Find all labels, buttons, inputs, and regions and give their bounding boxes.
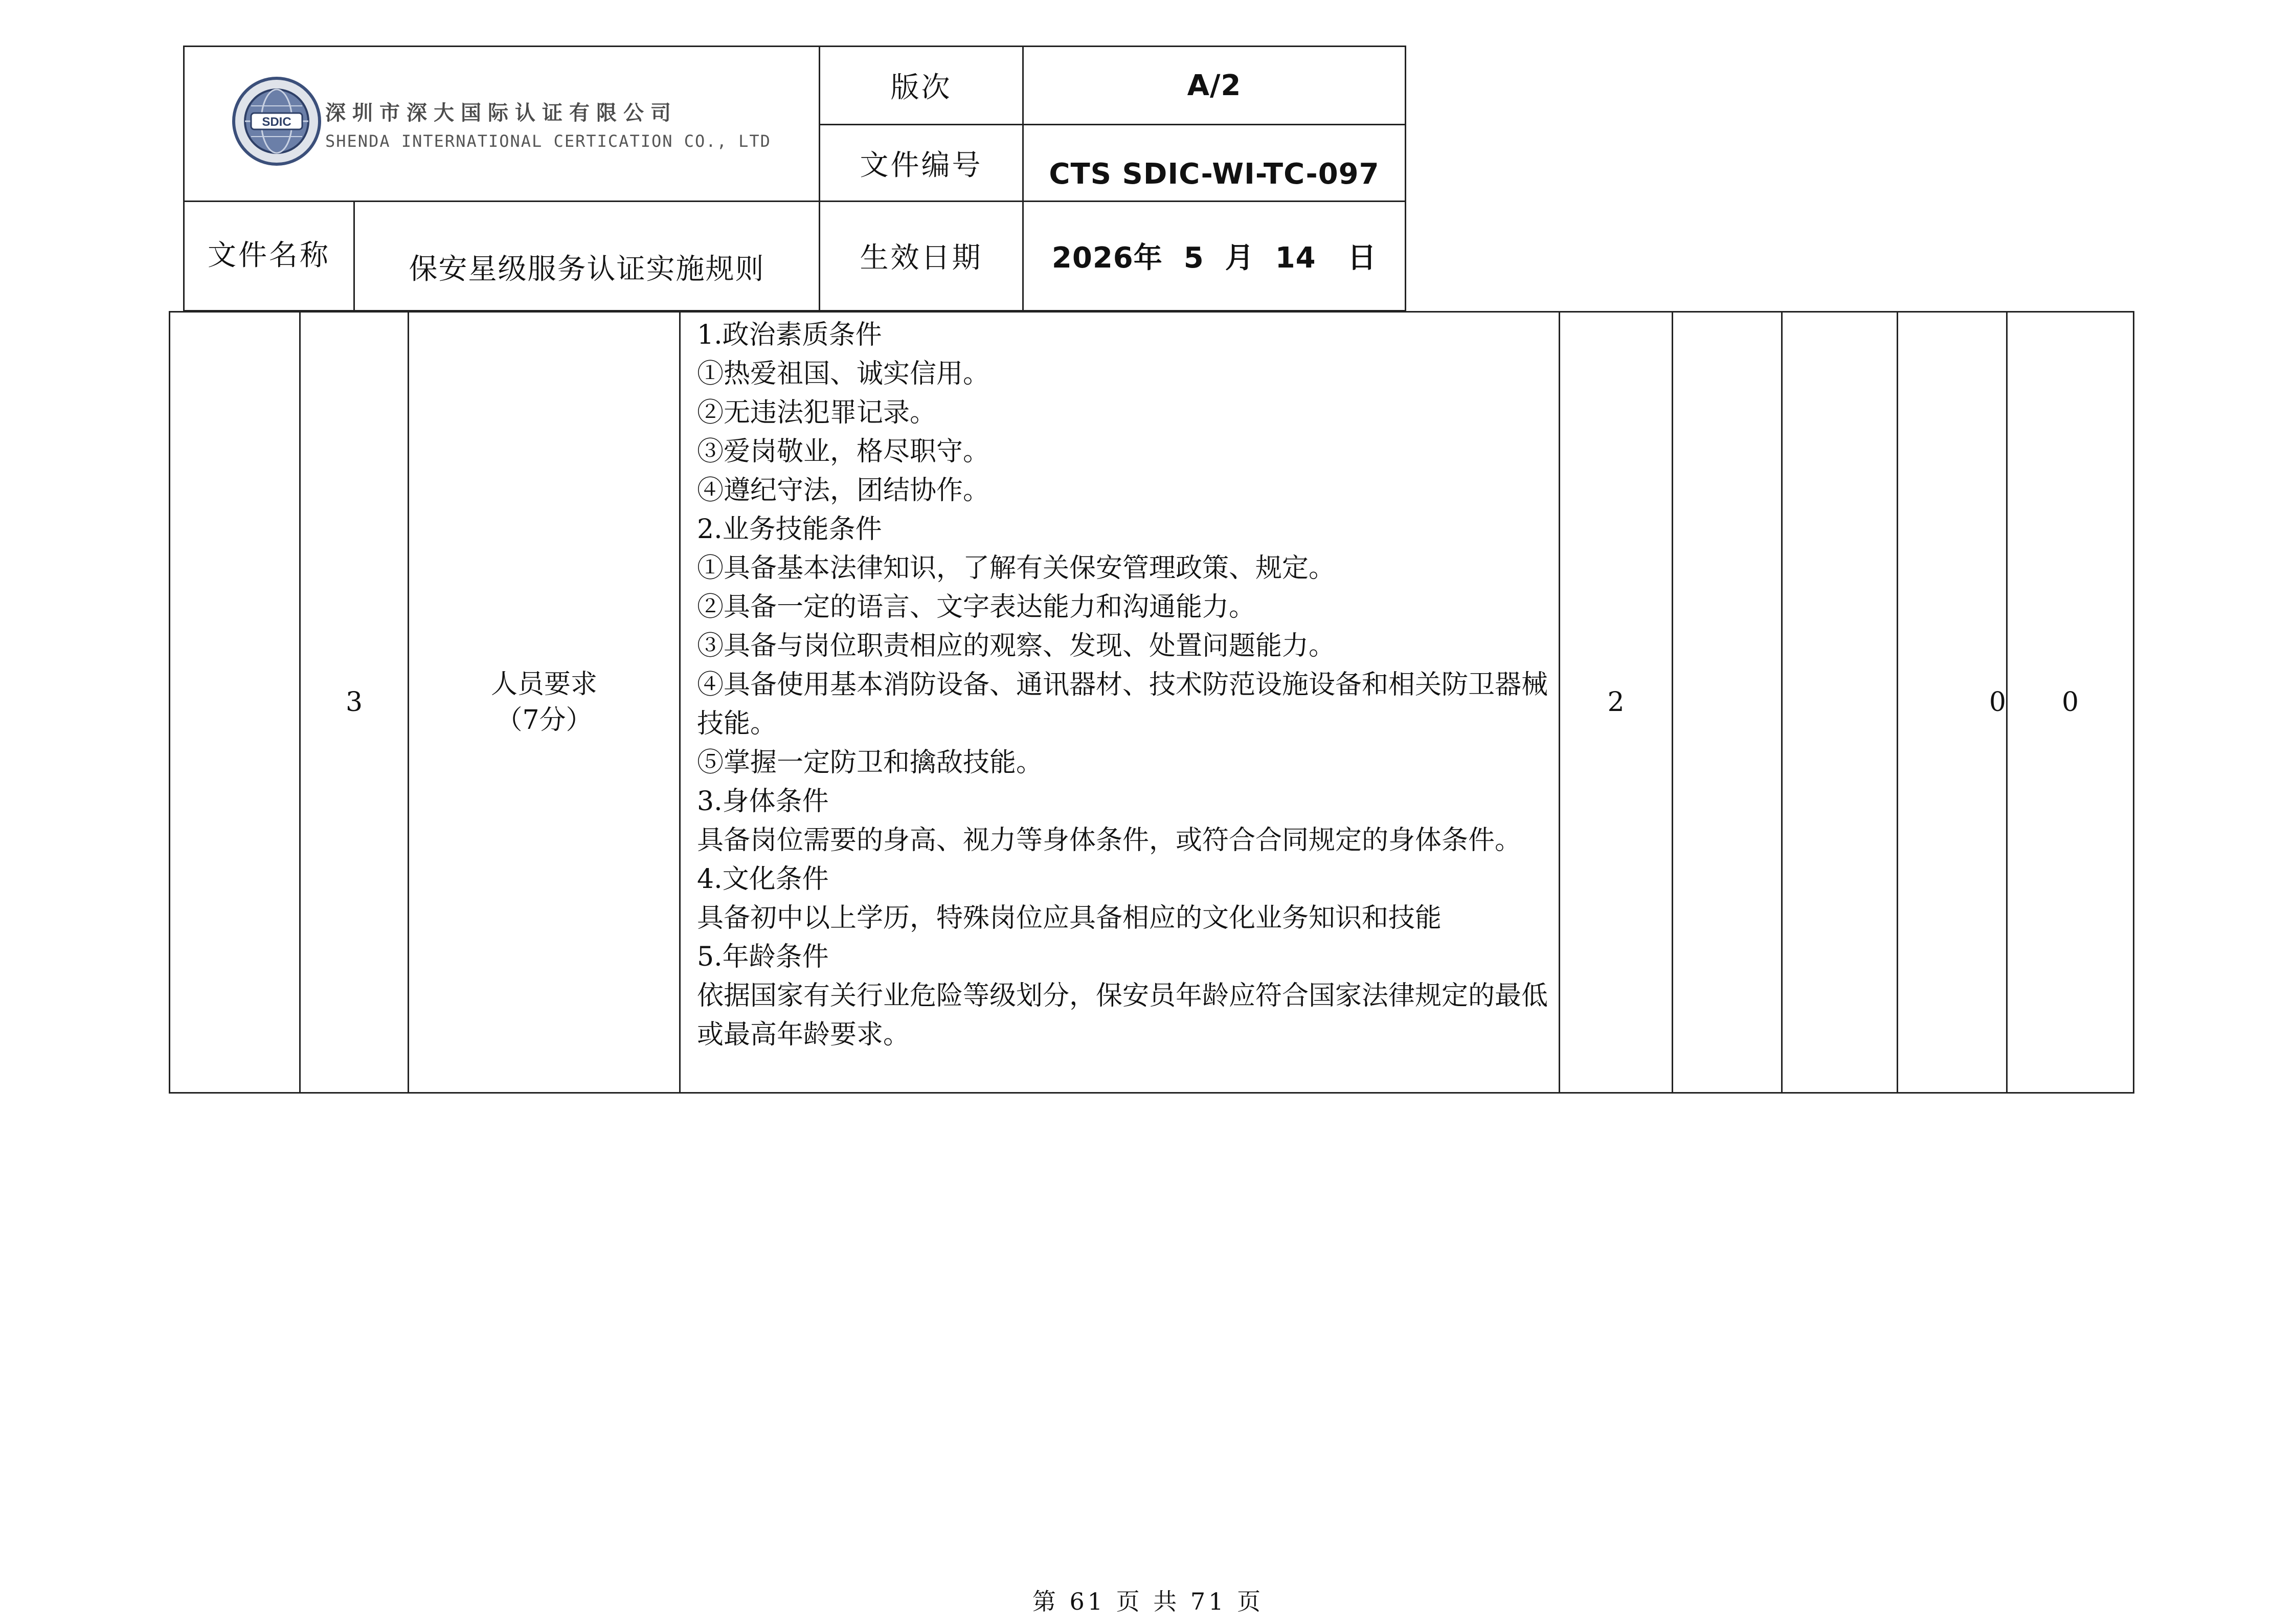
requirement-line: ⑤掌握一定防卫和擒敌技能。	[697, 747, 1043, 778]
score-cell: 2	[1607, 686, 1625, 718]
page-number: 第 61 页 共 71 页	[1032, 1588, 1264, 1615]
requirement-line: 1.政治素质条件	[697, 320, 882, 350]
column-divider	[679, 313, 681, 1092]
company-logo	[231, 75, 819, 177]
item-points: （7分）	[496, 705, 593, 736]
score-cell	[1673, 313, 1781, 1092]
requirement-line: 3.身体条件	[697, 786, 829, 817]
requirement-line: 依据国家有关行业危险等级划分，保安员年龄应符合国家法律规定的最低或最高年龄要求。	[697, 981, 1548, 1050]
globe-icon	[231, 75, 323, 167]
requirements-text	[697, 316, 1561, 1054]
score-cell	[1783, 313, 1897, 1092]
row-index: 3	[345, 686, 363, 718]
assessment-table	[169, 311, 2134, 1094]
requirement-line: 4.文化条件	[697, 864, 829, 895]
requirement-line: ④具备使用基本消防设备、通讯器材、技术防范设施设备和相关防卫器械技能。	[697, 670, 1548, 739]
score-cell: 0	[1989, 686, 2006, 718]
requirement-line: ④遵纪守法，团结协作。	[697, 475, 990, 506]
version-value: A/2	[1187, 69, 1242, 102]
version-label: 版次	[890, 71, 952, 104]
effective-date-value: 2026年 5 月 14 日	[1051, 241, 1377, 275]
item-name: 人员要求	[490, 669, 597, 700]
requirement-line: 具备岗位需要的身高、视力等身体条件，或符合合同规定的身体条件。	[697, 825, 1522, 856]
doc-number-label: 文件编号	[860, 148, 983, 182]
doc-name-value: 保安星级服务认证实施规则	[409, 253, 765, 286]
company-name-en: SHENDA INTERNATIONAL CERTICATION CO., LTD	[325, 131, 771, 151]
doc-name-label: 文件名称	[208, 239, 330, 272]
requirement-line: ②具备一定的语言、文字表达能力和沟通能力。	[697, 592, 1256, 622]
effective-date-label: 生效日期	[860, 241, 983, 275]
requirement-line: ③具备与岗位职责相应的观察、发现、处置问题能力。	[697, 631, 1336, 661]
requirement-line: 具备初中以上学历，特殊岗位应具备相应的文化业务知识和技能	[697, 903, 1442, 933]
requirement-line: ①热爱祖国、诚实信用。	[697, 359, 990, 389]
document-header-table	[183, 46, 1406, 312]
logo-text: SDIC	[262, 115, 291, 129]
item-cell	[409, 313, 679, 1092]
score-cell: 0	[2061, 686, 2079, 718]
requirement-line: ③爱岗敬业，格尽职守。	[697, 436, 990, 467]
requirement-line: 2.业务技能条件	[697, 514, 882, 545]
requirement-line: 5.年龄条件	[697, 942, 829, 972]
requirement-line: ②无违法犯罪记录。	[697, 397, 937, 428]
company-name-cn: 深圳市深大国际认证有限公司	[325, 101, 678, 125]
doc-number-value: CTS SDIC-WI-TC-097	[1049, 158, 1380, 191]
requirement-line: ①具备基本法律知识，了解有关保安管理政策、规定。	[697, 553, 1336, 584]
